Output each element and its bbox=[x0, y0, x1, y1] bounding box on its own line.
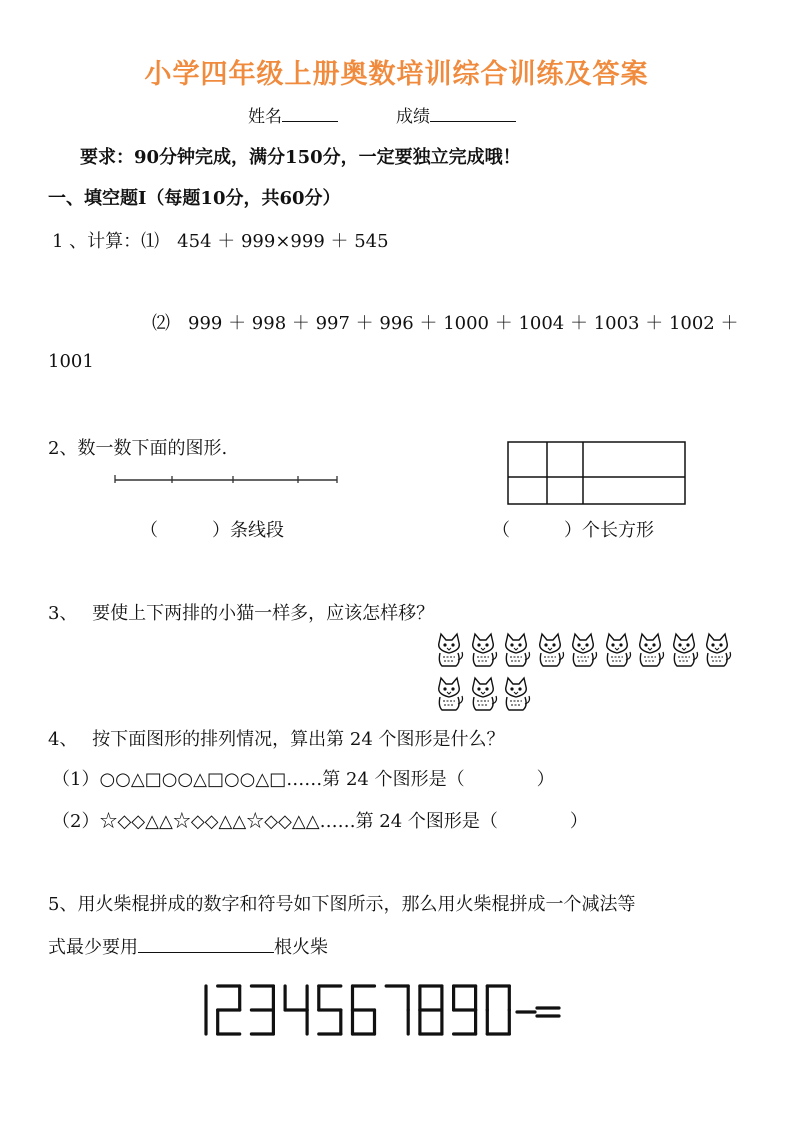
q4-text: 4、 按下面图形的排列情况，算出第 24 个图形是什么？ bbox=[48, 729, 505, 750]
matchstick-digit-8 bbox=[420, 986, 442, 1034]
matchstick-digit-5 bbox=[319, 986, 341, 1034]
q5-line2-prefix: 式最少要用 bbox=[48, 937, 138, 958]
name-field bbox=[248, 102, 338, 127]
q2-answer-rectangles[interactable]: （ ）个长方形 bbox=[492, 520, 654, 541]
kitten-icon bbox=[434, 676, 464, 712]
kitten-icon bbox=[568, 632, 598, 668]
q2-text: 2、数一数下面的图形. bbox=[48, 438, 228, 459]
section-heading: 一、填空题Ⅰ（每题10分，共60分） bbox=[48, 188, 341, 209]
matchstick-digit-7 bbox=[386, 986, 408, 1034]
q5-line2 bbox=[48, 933, 328, 959]
kitten-icon bbox=[702, 632, 732, 668]
page-title: 小学四年级上册奥数培训综合训练及答案 bbox=[144, 59, 649, 90]
requirement-text: 要求：90分钟完成，满分150分，一定要独立完成哦！ bbox=[80, 147, 521, 168]
kitten-icon bbox=[468, 632, 498, 668]
name-label: 姓名 bbox=[248, 107, 282, 127]
matchstick-digit-2 bbox=[218, 986, 240, 1034]
kitten-icon bbox=[635, 632, 665, 668]
kitten-icon bbox=[468, 676, 498, 712]
kitten-icon bbox=[669, 632, 699, 668]
q1-line3: 1001 bbox=[48, 351, 94, 372]
q4-line2: （2）☆◇◇△△☆◇◇△△☆◇◇△△……第 24 个图形是（ ） bbox=[52, 811, 588, 832]
kitten-icon bbox=[501, 676, 531, 712]
kitten-row-top bbox=[434, 632, 734, 672]
kitten-icon bbox=[535, 632, 565, 668]
matchstick-equals bbox=[537, 1008, 559, 1016]
q5-answer-blank[interactable] bbox=[138, 936, 274, 953]
q1-line2: ⑵ 999 ＋ 998 ＋ 997 ＋ 996 ＋ 1000 ＋ 1004 ＋ 1003 ＋ 1002 ＋ bbox=[152, 313, 739, 334]
score-field bbox=[396, 102, 516, 127]
matchstick-digit-0 bbox=[487, 986, 509, 1034]
name-blank[interactable] bbox=[282, 105, 338, 122]
kitten-icon bbox=[434, 632, 464, 668]
matchstick-digit-4 bbox=[285, 986, 307, 1034]
rectangle-figure bbox=[507, 441, 687, 507]
score-blank[interactable] bbox=[430, 105, 516, 122]
q3-text: 3、 要使上下两排的小猫一样多，应该怎样移？ bbox=[48, 603, 435, 624]
kittens-figure bbox=[434, 632, 734, 714]
q2-answer-segments[interactable]: （ ）条线段 bbox=[140, 520, 284, 541]
matchstick-digit-3 bbox=[251, 986, 273, 1034]
q5-line2-suffix: 根火柴 bbox=[274, 937, 328, 958]
kitten-row-bottom bbox=[434, 676, 734, 716]
kitten-icon bbox=[602, 632, 632, 668]
matchstick-digit-6 bbox=[353, 986, 375, 1034]
q4-line1: （1）○○△□○○△□○○△□……第 24 个图形是（ ） bbox=[52, 769, 555, 790]
score-label: 成绩 bbox=[396, 107, 430, 127]
kitten-icon bbox=[501, 632, 531, 668]
q1-line1: 1 、计算：⑴ 454 ＋ 999×999 ＋ 545 bbox=[52, 231, 389, 252]
matchstick-digit-9 bbox=[454, 986, 476, 1034]
line-segment-figure bbox=[112, 470, 340, 486]
q5-line1: 5、用火柴棍拼成的数字和符号如下图所示，那么用火柴棍拼成一个减法等 bbox=[48, 894, 636, 915]
matchstick-digits-figure bbox=[178, 980, 638, 1040]
